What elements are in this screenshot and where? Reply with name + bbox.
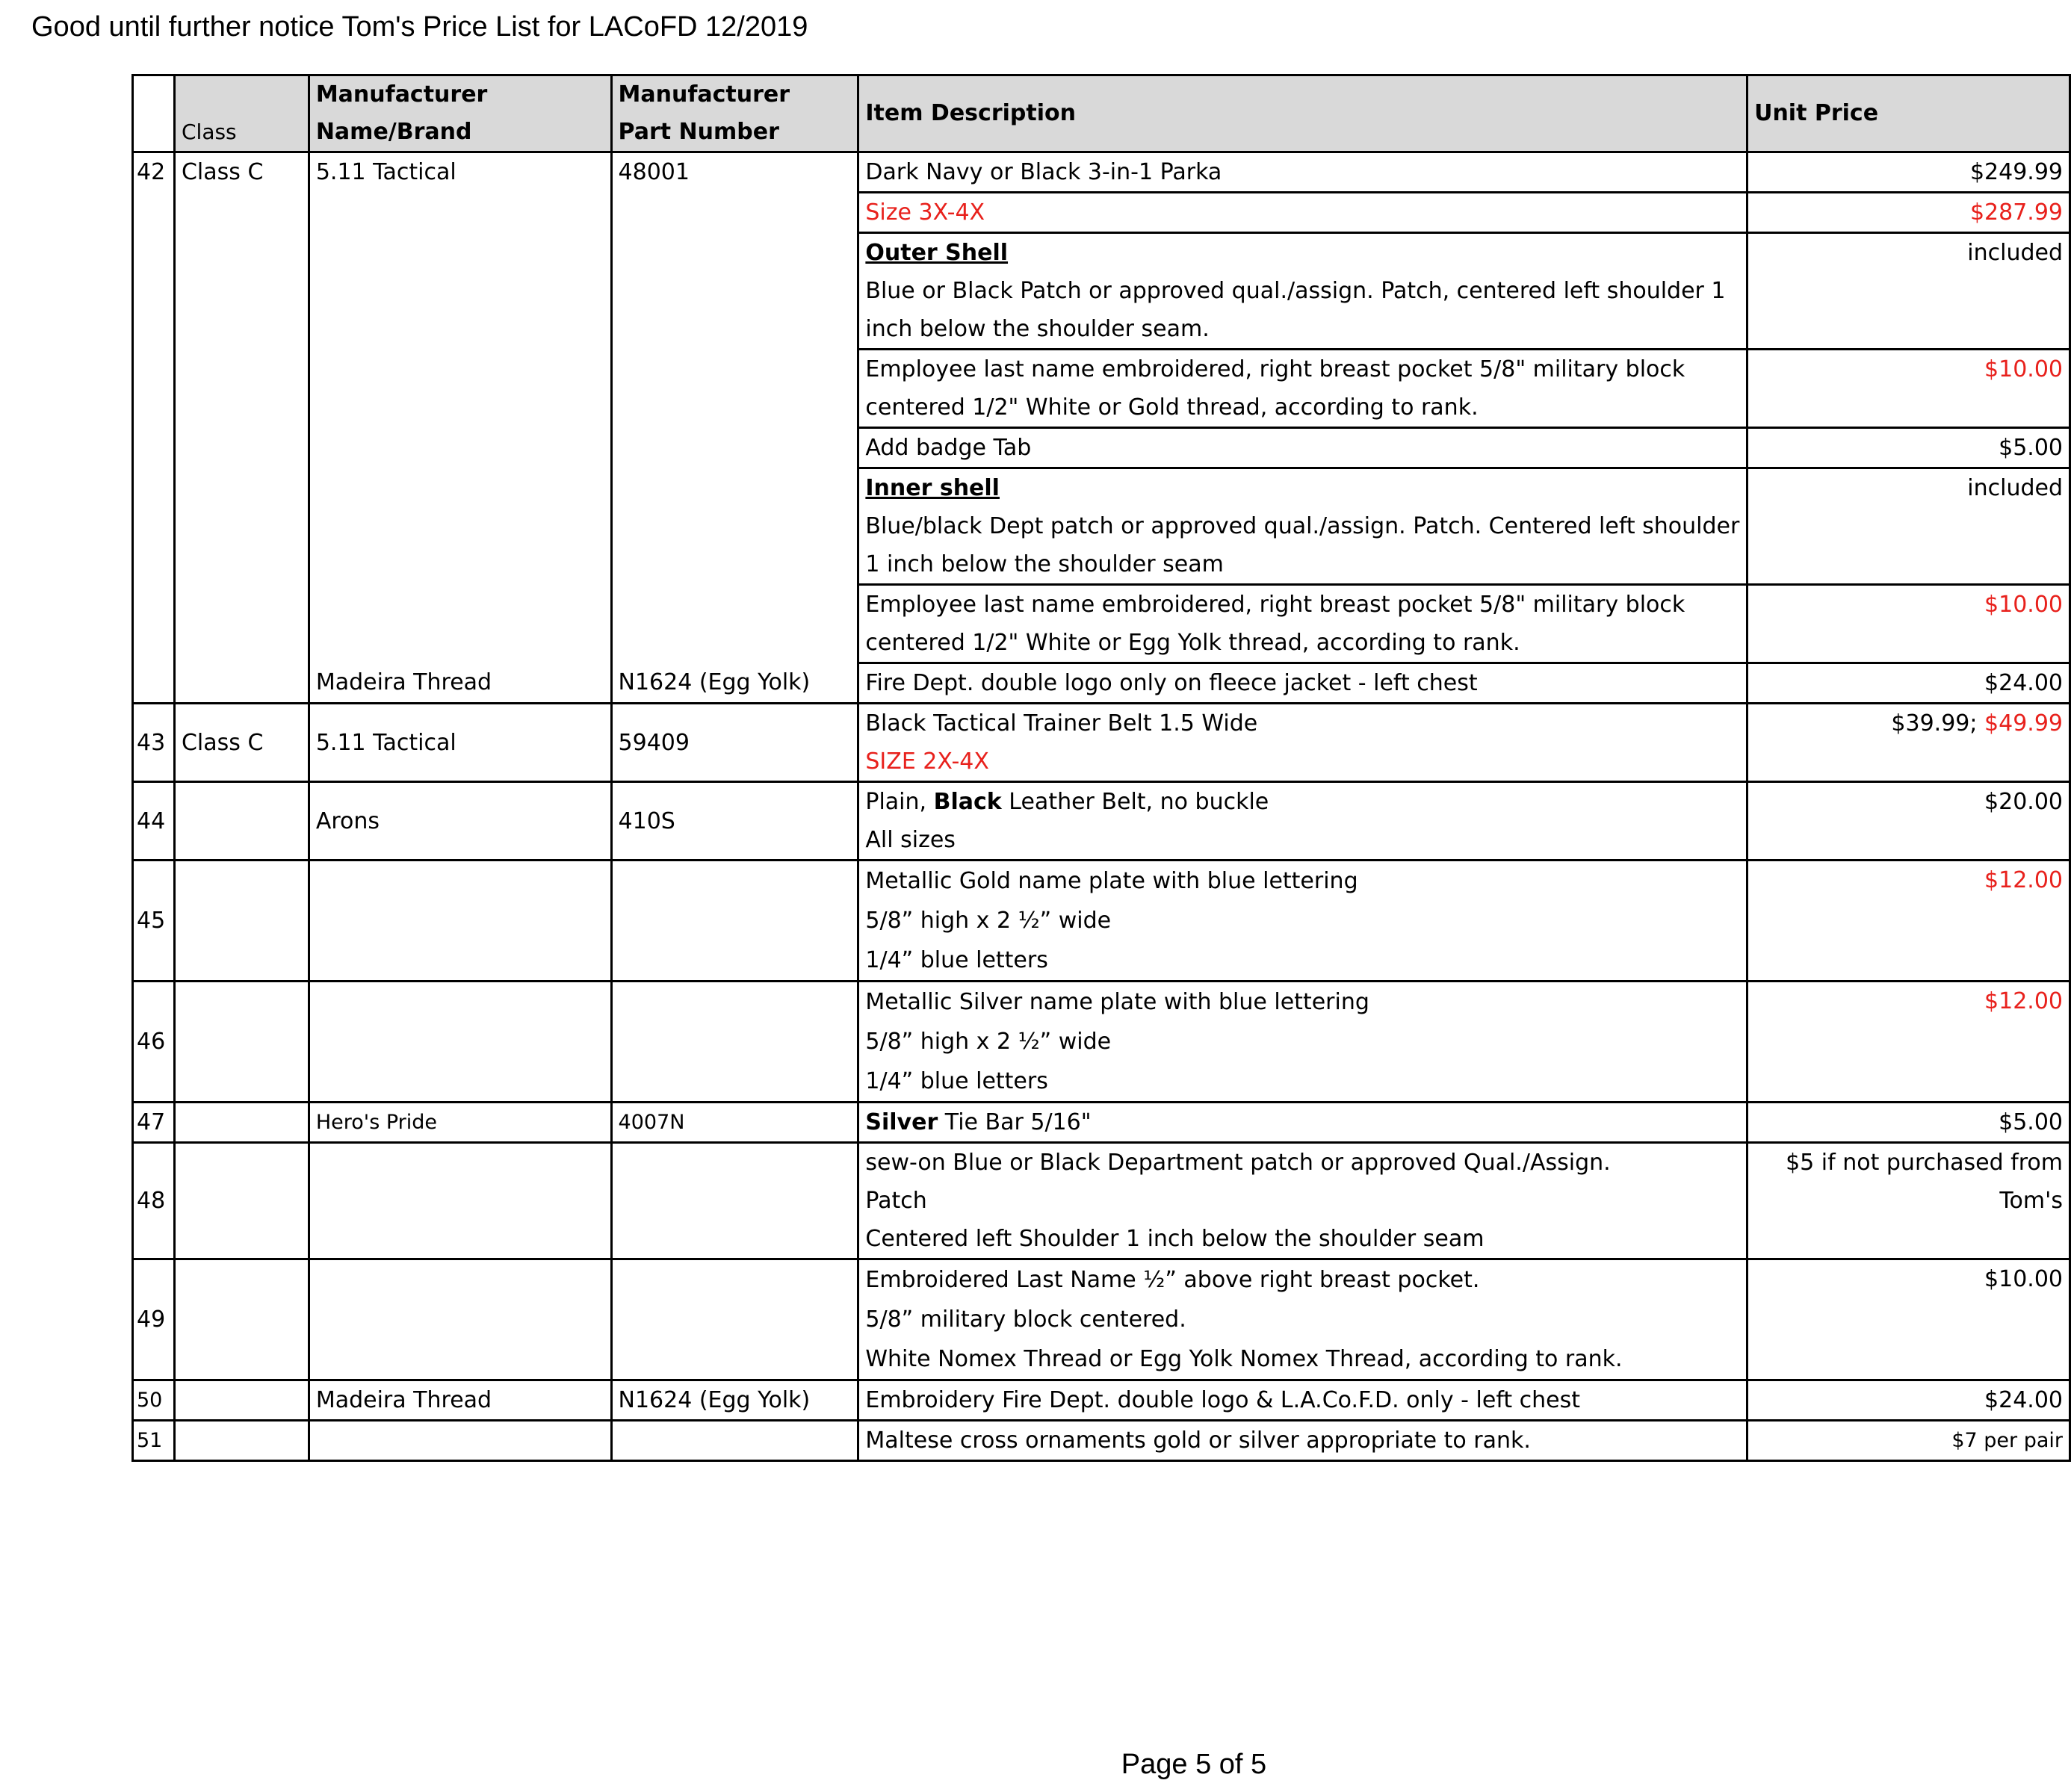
description-cell: Fire Dept. double logo only on fleece jacket - left chest (858, 663, 1747, 704)
row-number: 49 (133, 1259, 175, 1380)
price-cell: $287.99 (1747, 193, 2070, 233)
description-line: Metallic Gold name plate with blue lettering (865, 868, 1358, 894)
outer-shell-text: Blue or Black Patch or approved qual./assign. Patch, centered left shoulder 1 inch below the shoulder seam. (865, 278, 1726, 342)
part-header-line1: Manufacturer (618, 81, 790, 108)
description-cell: Employee last name embroidered, right breast pocket 5/8" military block centered 1/2" White or Gold thread, according to rank. (858, 350, 1747, 428)
description-line: 1/4” blue letters (865, 1068, 1048, 1094)
description-cell: Add badge Tab (858, 428, 1747, 468)
item-description-header: Item Description (858, 75, 1747, 152)
price-cell: included (1747, 468, 2070, 585)
manufacturer-cell (309, 982, 611, 1103)
part-number-cell (611, 861, 858, 982)
class-cell (174, 1380, 309, 1421)
price-cell: $249.99 (1747, 152, 2070, 193)
price-line: Tom's (1999, 1188, 2063, 1214)
class-cell (174, 782, 309, 861)
manufacturer-header-line2: Name/Brand (315, 119, 472, 145)
part-number-cell (611, 982, 858, 1103)
manufacturer-cell: Hero's Pride (309, 1103, 611, 1143)
description-note: All sizes (865, 827, 956, 853)
price-cell: $10.00 (1747, 350, 2070, 428)
inner-shell-heading: Inner shell (865, 475, 1000, 501)
table-row (133, 704, 2070, 782)
part-number-cell (611, 1421, 858, 1461)
price-cell: $24.00 (1747, 1380, 2070, 1421)
description-cell (858, 468, 1747, 585)
description-line: White Nomex Thread or Egg Yolk Nomex Thread, according to rank. (865, 1346, 1623, 1372)
description-cell: Employee last name embroidered, right breast pocket 5/8" military block centered 1/2" White or Egg Yolk thread, according to rank. (858, 585, 1747, 663)
description-line: Black Tactical Trainer Belt 1.5 Wide (865, 710, 1258, 737)
description-pre: Plain, (865, 789, 934, 815)
manufacturer-cell: 5.11 Tactical (309, 704, 611, 782)
class-cell: Class C (174, 152, 309, 704)
table-row (133, 1259, 2070, 1380)
part-number-cell: 410S (611, 782, 858, 861)
part-number-cell: N1624 (Egg Yolk) (611, 1380, 858, 1421)
price-cell (1747, 1143, 2070, 1259)
page-number-footer: Page 5 of 5 (1121, 1749, 1267, 1780)
price-cell: $24.00 (1747, 663, 2070, 704)
row-number: 46 (133, 982, 175, 1103)
price-cell: $7 per pair (1747, 1421, 2070, 1461)
description-cell: Embroidery Fire Dept. double logo & L.A.Co.F.D. only - left chest (858, 1380, 1747, 1421)
price-cell (1747, 704, 2070, 782)
description-cell (858, 704, 1747, 782)
part-number-cell (611, 1143, 858, 1259)
description-cell: Size 3X-4X (858, 193, 1747, 233)
price-cell: included (1747, 233, 2070, 350)
description-post: Tie Bar 5/16" (938, 1109, 1092, 1135)
price-cell: $10.00 (1747, 585, 2070, 663)
price-cell: $5.00 (1747, 428, 2070, 468)
unit-price-header: Unit Price (1747, 75, 2070, 152)
table-row (133, 1103, 2070, 1143)
class-header: Class (174, 75, 309, 152)
price-cell: $12.00 (1747, 982, 2070, 1103)
table-row (133, 1143, 2070, 1259)
class-cell (174, 861, 309, 982)
description-post: Leather Belt, no buckle (1001, 789, 1269, 815)
row-number: 50 (133, 1380, 175, 1421)
description-line: 5/8” high x 2 ½” wide (865, 908, 1112, 934)
table-row (133, 782, 2070, 861)
part-header-line2: Part Number (618, 119, 779, 145)
price-line: $5 if not purchased from (1786, 1150, 2063, 1176)
part-number-cell: 59409 (611, 704, 858, 782)
price-cell: $12.00 (1747, 861, 2070, 982)
manufacturer-cell: Arons (309, 782, 611, 861)
row-number: 44 (133, 782, 175, 861)
row-number-header (133, 75, 175, 152)
description-line (865, 783, 1740, 821)
manufacturer-cell (309, 1259, 611, 1380)
description-cell (858, 233, 1747, 350)
row-number: 43 (133, 704, 175, 782)
description-line: Patch (865, 1188, 927, 1214)
part-number-cell: N1624 (Egg Yolk) (611, 663, 858, 704)
class-cell (174, 1103, 309, 1143)
description-cell (858, 1103, 1747, 1143)
manufacturer-cell (309, 1421, 611, 1461)
manufacturer-header (309, 75, 611, 152)
inner-shell-text: Blue/black Dept patch or approved qual./assign. Patch. Centered left shoulder 1 inch below the shoulder seam (865, 513, 1740, 577)
table-header-row (133, 75, 2070, 152)
description-cell (858, 782, 1747, 861)
description-cell: Dark Navy or Black 3-in-1 Parka (858, 152, 1747, 193)
class-cell (174, 1421, 309, 1461)
manufacturer-cell (309, 861, 611, 982)
table-row (133, 982, 2070, 1103)
price-large-size: $49.99 (1984, 710, 2063, 737)
description-cell: Maltese cross ornaments gold or silver appropriate to rank. (858, 1421, 1747, 1461)
manufacturer-cell: 5.11 Tactical (309, 152, 611, 663)
description-cell (858, 861, 1747, 982)
table-row (133, 1421, 2070, 1461)
part-number-header (611, 75, 858, 152)
row-number: 42 (133, 152, 175, 704)
description-cell (858, 1259, 1747, 1380)
description-line: 1/4” blue letters (865, 947, 1048, 973)
row-number: 51 (133, 1421, 175, 1461)
class-cell (174, 982, 309, 1103)
class-cell (174, 1259, 309, 1380)
table-row (133, 152, 2070, 193)
description-size-note: SIZE 2X-4X (865, 748, 989, 775)
page-title: Good until further notice Tom's Price List for LACoFD 12/2019 (31, 11, 808, 43)
table-row (133, 1380, 2070, 1421)
manufacturer-cell: Madeira Thread (309, 663, 611, 704)
manufacturer-cell: Madeira Thread (309, 1380, 611, 1421)
outer-shell-heading: Outer Shell (865, 240, 1009, 266)
part-number-cell: 4007N (611, 1103, 858, 1143)
description-cell (858, 982, 1747, 1103)
description-line: 5/8” military block centered. (865, 1306, 1186, 1333)
row-number: 47 (133, 1103, 175, 1143)
description-line: Centered left Shoulder 1 inch below the shoulder seam (865, 1226, 1485, 1252)
description-bold: Silver (865, 1109, 938, 1135)
description-line: Embroidered Last Name ½” above right breast pocket. (865, 1267, 1480, 1293)
price-list-table (131, 74, 2071, 1462)
part-number-cell: 48001 (611, 152, 858, 663)
row-number: 45 (133, 861, 175, 982)
table-row (133, 861, 2070, 982)
manufacturer-header-line1: Manufacturer (315, 81, 488, 108)
table-row (133, 663, 2070, 704)
class-cell (174, 1143, 309, 1259)
description-bold: Black (933, 789, 1002, 815)
class-cell: Class C (174, 704, 309, 782)
manufacturer-cell (309, 1143, 611, 1259)
price-cell: $10.00 (1747, 1259, 2070, 1380)
row-number: 48 (133, 1143, 175, 1259)
price-cell: $5.00 (1747, 1103, 2070, 1143)
price-regular: $39.99; (1891, 710, 1978, 737)
description-cell (858, 1143, 1747, 1259)
description-line: 5/8” high x 2 ½” wide (865, 1029, 1112, 1055)
description-line: Metallic Silver name plate with blue lettering (865, 989, 1369, 1015)
description-line: sew-on Blue or Black Department patch or approved Qual./Assign. (865, 1150, 1611, 1176)
part-number-cell (611, 1259, 858, 1380)
price-cell: $20.00 (1747, 782, 2070, 861)
